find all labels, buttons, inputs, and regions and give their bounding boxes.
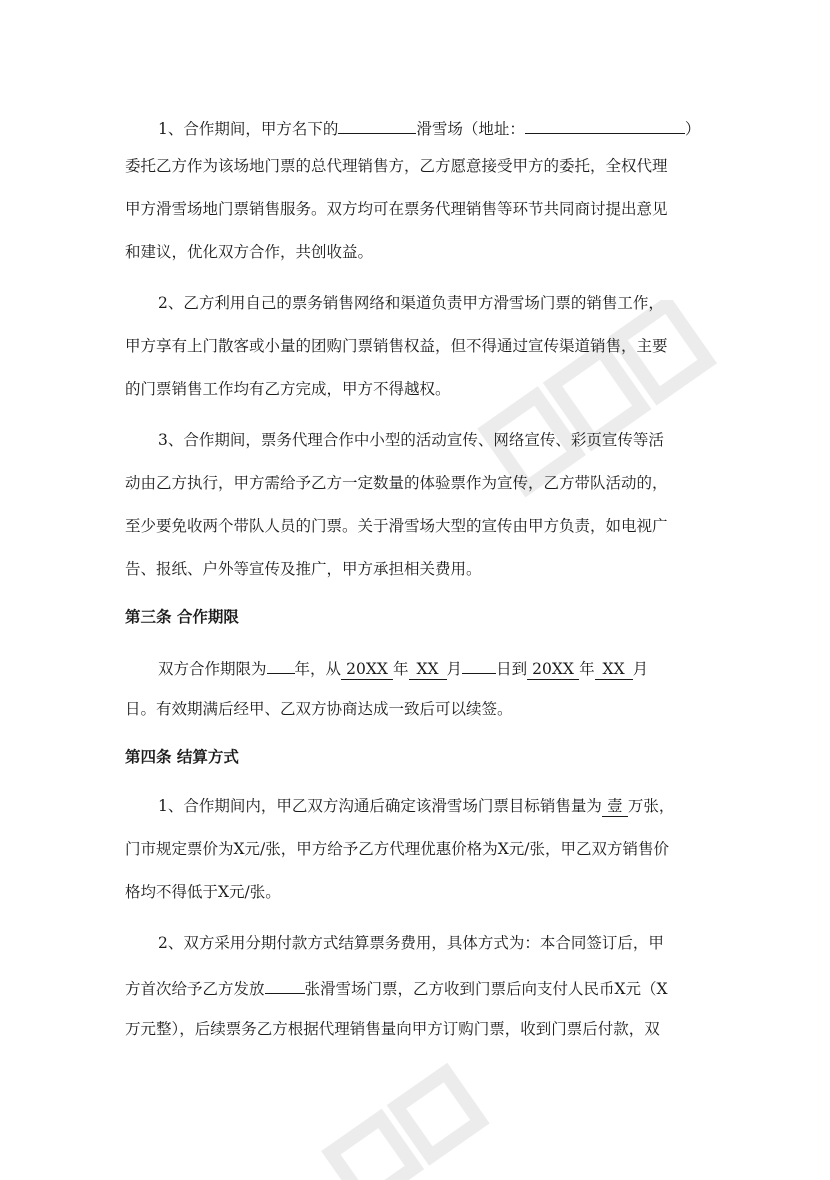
p3-line-1: 3、合作期间，票务代理合作中小型的活动宣传、网络宣传、彩页宣传等活	[158, 431, 664, 449]
end-year-blank: 20XX	[527, 659, 579, 680]
p1-text-b: 滑雪场（地址：	[416, 120, 525, 138]
art4-p1-text-a: 1、合作期间内，甲乙双方沟通后确定该滑雪场门票目标销售量为	[158, 797, 602, 815]
art3-line-2: 日。有效期满后经甲、乙双方协商达成一致后可以续签。	[125, 700, 513, 718]
p1-text-c: ）	[684, 120, 701, 138]
art4-p2-text-a: 方首次给予乙方发放	[125, 980, 265, 998]
art3-line-1	[158, 655, 715, 677]
watermark-graphic-bottom	[300, 1060, 560, 1180]
art4-p1-text-b: 万张，	[627, 797, 675, 815]
start-month-blank: XX	[409, 659, 447, 680]
article-3-heading: 第三条 合作期限	[125, 607, 239, 626]
p2-line-2: 甲方享有上门散客或小量的团购门票销售权益，但不得通过宣传渠道销售，主要	[125, 337, 668, 355]
first-batch-tickets-blank	[265, 975, 305, 994]
sales-target-blank: 壹	[602, 796, 628, 817]
watermark-graphic	[470, 300, 730, 500]
art4-p2-line-1: 2、双方采用分期付款方式结算票务费用，具体方式为：本合同签订后，甲	[158, 934, 664, 952]
art4-p2-line-2	[125, 975, 715, 997]
p1-line-3: 甲方滑雪场地门票销售服务。双方均可在票务代理销售等环节共同商讨提出意见	[125, 200, 668, 218]
art3-text-f: 年	[579, 660, 595, 678]
art3-text-g: 月	[632, 660, 649, 678]
art3-text-d: 月	[446, 660, 463, 678]
p1-line-1	[158, 115, 715, 137]
art4-p1-line-2: 门市规定票价为X元/张，甲方给予乙方代理优惠价格为X元/张，甲乙双方销售价	[125, 840, 670, 858]
years-blank	[267, 655, 295, 674]
address-blank	[525, 115, 685, 134]
p1-line-4: 和建议，优化双方合作，共创收益。	[125, 243, 374, 261]
art4-p1-line-3: 格均不得低于X元/张。	[125, 883, 281, 901]
p3-line-3: 至少要免收两个带队人员的门票。关于滑雪场大型的宣传由甲方负责，如电视广	[125, 517, 668, 535]
art3-text-b: 年，从	[294, 660, 342, 678]
start-day-blank	[462, 655, 496, 674]
art3-text-e: 日到	[496, 660, 528, 678]
art4-p1-line-1	[158, 795, 715, 817]
art3-text-c: 年	[393, 660, 409, 678]
p2-line-1: 2、乙方利用自己的票务销售网络和渠道负责甲方滑雪场门票的销售工作，	[158, 294, 664, 312]
start-year-blank: 20XX	[341, 659, 393, 680]
venue-name-blank	[338, 115, 416, 134]
article-4-heading: 第四条 结算方式	[125, 747, 239, 766]
p3-line-4: 告、报纸、户外等宣传及推广，甲方承担相关费用。	[125, 560, 482, 578]
p2-line-3: 的门票销售工作均有乙方完成，甲方不得越权。	[125, 380, 451, 398]
p1-text-a: 1、合作期间，甲方名下的	[158, 120, 339, 138]
end-month-blank: XX	[595, 659, 633, 680]
art4-p2-line-3: 万元整），后续票务乙方根据代理销售量向甲方订购门票，收到门票后付款，双	[125, 1020, 660, 1038]
art3-text-a: 双方合作期限为	[158, 660, 267, 678]
p1-line-2: 委托乙方作为该场地门票的总代理销售方，乙方愿意接受甲方的委托，全权代理	[125, 157, 668, 175]
art4-p2-text-b: 张滑雪场门票，乙方收到门票后向支付人民币X元（X	[304, 980, 668, 998]
p3-line-2: 动由乙方执行，甲方需给予乙方一定数量的体验票作为宣传，乙方带队活动的，	[125, 474, 668, 492]
